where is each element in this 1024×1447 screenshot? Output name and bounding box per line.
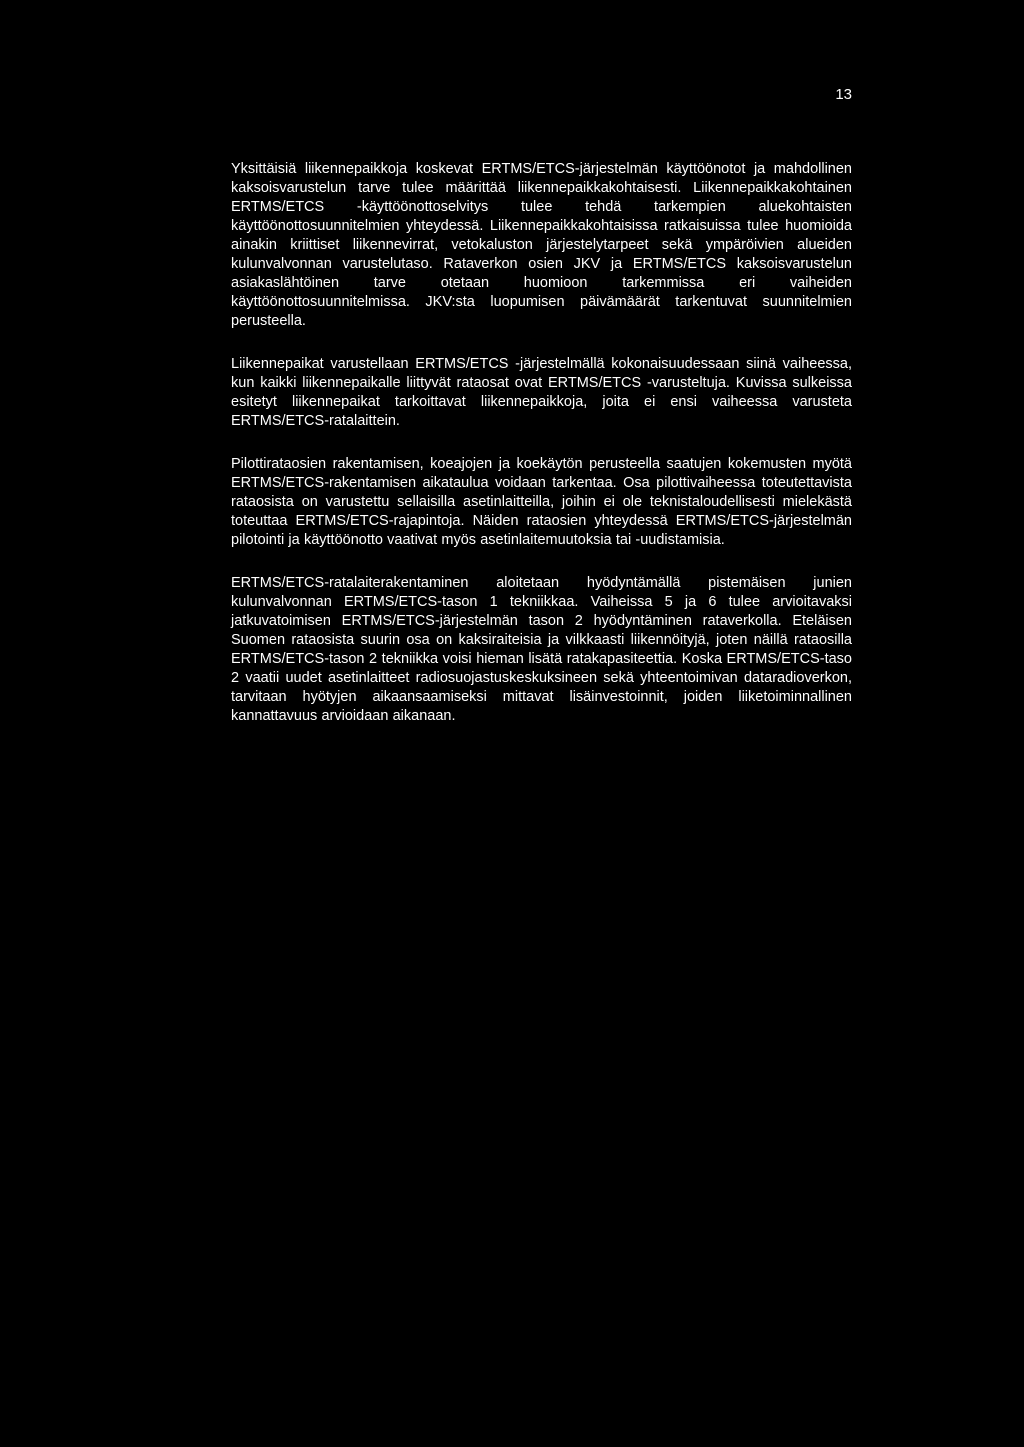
paragraph-2: Liikennepaikat varustellaan ERTMS/ETCS -järjestelmällä kokonaisuudessaan siinä vaiheessa, kun kaikki liikennepaikalle liittyvät rataosat ovat ERTMS/ETCS -varusteltuja. Kuvissa sulkeissa esitetyt liikennepaikat tarkoittavat liikennepaikkoja, joita ei ensi vaiheessa varusteta ERTMS/ETCS-ratalaittein. — [231, 356, 852, 429]
paragraph-1: Yksittäisiä liikennepaikkoja koskevat ERTMS/ETCS-järjestelmän käyttöönotot ja mahdollinen kaksoisvarustelun tarve tulee määrittää liikennepaikkakohtaisesti. Liikennepaikkakohtainen ERTMS/ETCS -käyttöönottoselvitys tulee tehdä tarkempien aluekohtaisten käyttöönottosuunnitelmien yhteydessä. Liikennepaikkakohtaisissa ratkaisuissa tulee huomioida ainakin kriittiset liikennevirrat, vetokaluston järjestelytarpeet sekä ympäröivien alueiden kulunvalvonnan varustelutaso. Rataverkon osien JKV ja ERTMS/ETCS kaksoisvarustelun asiakaslähtöinen tarve otetaan huomioon tarkemmissa eri vaiheiden käyttöönottosuunnitelmissa. JKV:sta luopumisen päivämäärät tarkentuvat suunnitelmien perusteella. — [231, 161, 852, 329]
paragraph-3: Pilottirataosien rakentamisen, koeajojen ja koekäytön perusteella saatujen kokemusten myötä ERTMS/ETCS-rakentamisen aikataulua voidaan tarkentaa. Osa pilottivaiheessa toteutettavista rataosista on varustettu sellaisilla asetinlaitteilla, joihin ei ole teknistaloudellisesti mielekästä toteuttaa ERTMS/ETCS-rajapintoja. Näiden rataosien yhteydessä ERTMS/ETCS-järjestelmän pilotointi ja käyttöönotto vaativat myös asetinlaitemuutoksia tai -uudistamisia. — [231, 456, 852, 548]
paragraph-4: ERTMS/ETCS-ratalaiterakentaminen aloitetaan hyödyntämällä pistemäisen junien kulunvalvonnan ERTMS/ETCS-tason 1 tekniikkaa. Vaiheissa 5 ja 6 tulee arvioitavaksi jatkuvatoimisen ERTMS/ETCS-järjestelmän tason 2 hyödyntäminen rataverkolla. Eteläisen Suomen rataosista suurin osa on kaksiraiteisia ja vilkkaasti liikennöityjä, joten näillä rataosilla ERTMS/ETCS-tason 2 tekniikka voisi hieman lisätä ratakapasiteettia. Koska ERTMS/ETCS-taso 2 vaatii uudet asetinlaitteet radiosuojastuskeskuksineen sekä yhteentoimivan dataradioverkon, tarvitaan hyötyjen aikaansaamiseksi mittavat lisäinvestoinnit, joiden liiketoiminnallinen kannattavuus arvioidaan aikanaan. — [231, 575, 852, 724]
page-number: 13 — [835, 86, 852, 103]
body-text — [231, 160, 852, 750]
